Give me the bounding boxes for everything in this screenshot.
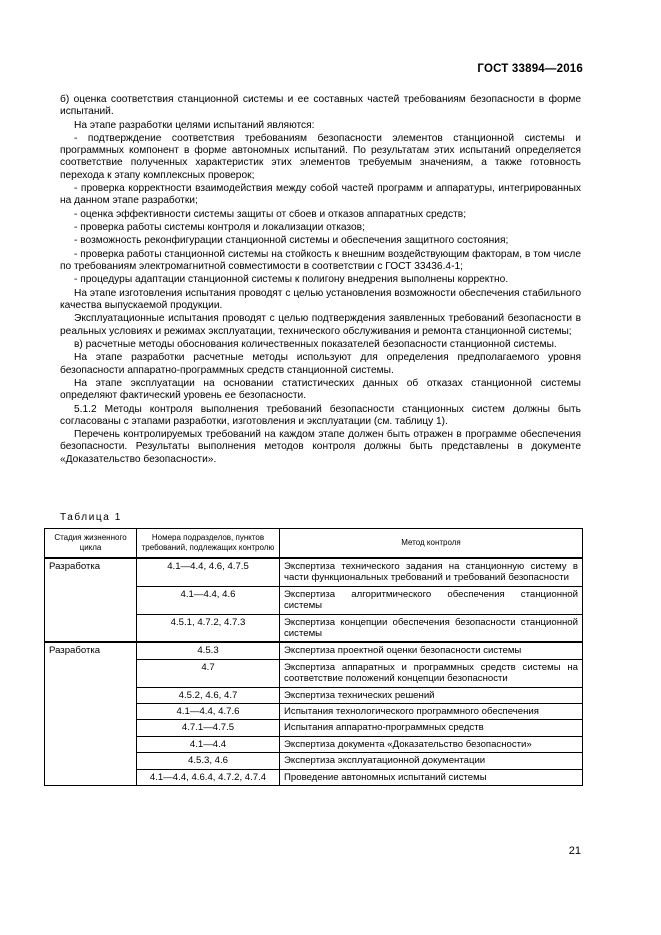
clauses-cell: 4.1—4.4 — [137, 736, 280, 752]
method-cell: Экспертиза концепции обеспечения безопасности станционной системы — [280, 614, 583, 642]
paragraph: 5.1.2 Методы контроля выполнения требований безопасности станционных систем должны быть согласованы с этапами разработки, изготовления и эксплуатации (см. таблицу 1). — [60, 403, 581, 427]
paragraph: - возможность реконфигурации станционной системы и обеспечения защитного состояния; — [74, 235, 509, 247]
paragraph: На этапе разработки расчетные методы используют для определения предполагаемого уровня безопасности аппаратно-программных средств станционной системы. — [60, 352, 581, 376]
paragraph: в) расчетные методы обоснования количественных показателей безопасности станционной системы. — [74, 338, 557, 350]
control-methods-table — [44, 528, 583, 786]
standard-number: ГОСТ 33894—2016 — [477, 63, 583, 75]
clauses-cell: 4.1—4.4, 4.6 — [137, 586, 280, 614]
clauses-cell: 4.5.2, 4.6, 4.7 — [137, 687, 280, 703]
clauses-cell: 4.5.3 — [137, 642, 280, 659]
method-cell: Экспертиза алгоритмического обеспечения станционной системы — [280, 586, 583, 614]
method-cell: Экспертиза эксплуатационной документации — [280, 753, 583, 769]
clauses-cell: 4.1—4.4, 4.6, 4.7.5 — [137, 558, 280, 586]
table-title: Таблица 1 — [60, 512, 122, 523]
paragraph: На этапе изготовления испытания проводят с целью установления возможности обеспечения стабильного качества выпускаемой продукции. — [60, 287, 581, 311]
clauses-cell: 4.5.3, 4.6 — [137, 753, 280, 769]
method-cell: Экспертиза проектной оценки безопасности системы — [280, 642, 583, 659]
clauses-cell: 4.1—4.4, 4.7.6 — [137, 704, 280, 720]
paragraph: Эксплуатационные испытания проводят с целью подтверждения заявленных требований безопасности в реальных условиях и режимах эксплуатации, технического обслуживания и ремонта станционной системы; — [60, 313, 581, 337]
paragraph: - проверка работы станционной системы на стойкость к внешним воздействующим факторам, в том числе по требованиям электромагнитной совместимости в соответствии с ГОСТ 33436.4-1; — [60, 248, 581, 272]
paragraph: - проверка работы системы контроля и локализации отказов; — [74, 221, 365, 233]
header-stage: Стадия жизненного цикла — [45, 529, 137, 559]
paragraph: б) оценка соответствия станционной системы и ее составных частей требованиям безопасности в форме испытаний. — [60, 94, 581, 118]
method-cell: Экспертиза аппаратных и программных средств системы на соответствие положений концепции безопасности — [280, 659, 583, 687]
paragraph: На этапе эксплуатации на основании статистических данных об отказах станционной системы определяют фактический уровень ее безопасности. — [60, 377, 581, 402]
clauses-cell: 4.7.1—4.7.5 — [137, 720, 280, 736]
paragraph: На этапе разработки целями испытаний являются: — [74, 119, 315, 131]
paragraph: - подтверждение соответствия требованиям безопасности элементов станционной системы и программных компонент в форме автономных испытаний. По результатам этих испытаний определяется соответствие полученных характеристик этих элементов требуемым значениям, а также готовность перехода к этапу комплексных проверок; — [60, 132, 581, 181]
clauses-cell: 4.7 — [137, 659, 280, 687]
table-header-row — [45, 529, 583, 559]
method-cell: Экспертиза технического задания на станционную систему в части функциональных требований и требований безопасности — [280, 558, 583, 586]
method-cell: Проведение автономных испытаний системы — [280, 769, 583, 785]
paragraph: - оценка эффективности системы защиты от сбоев и отказов аппаратных средств; — [74, 208, 467, 220]
method-cell: Испытания аппаратно-программных средств — [280, 720, 583, 736]
paragraph: - проверка корректности взаимодействия между собой частей программ и аппаратуры, интегрированных на данном этапе разработки; — [60, 182, 581, 207]
clauses-cell: 4.1—4.4, 4.6.4, 4.7.2, 4.7.4 — [137, 769, 280, 785]
table-row — [45, 558, 583, 586]
method-cell: Экспертиза технических решений — [280, 687, 583, 703]
page-number: 21 — [568, 845, 581, 857]
paragraph: - процедуры адаптации станционной системы к полигону внедрения выполнены корректно. — [74, 274, 509, 286]
paragraph: Перечень контролируемых требований на каждом этапе должен быть отражен в программе обеспечения безопасности. Результаты выполнения методов контроля должны быть представлены в документе «Доказательство безопасности». — [60, 429, 581, 465]
header-clauses: Номера подразделов, пунктов требований, подлежащих контролю — [137, 529, 280, 559]
stage-cell: Разработка — [45, 558, 137, 642]
stage-cell: Разработка — [45, 642, 137, 785]
method-cell: Испытания технологического программного обеспечения — [280, 704, 583, 720]
method-cell: Экспертиза документа «Доказательство безопасности» — [280, 736, 583, 752]
table-row — [45, 642, 583, 659]
header-method: Метод контроля — [280, 529, 583, 559]
clauses-cell: 4.5.1, 4.7.2, 4.7.3 — [137, 614, 280, 642]
body-text — [60, 94, 581, 467]
